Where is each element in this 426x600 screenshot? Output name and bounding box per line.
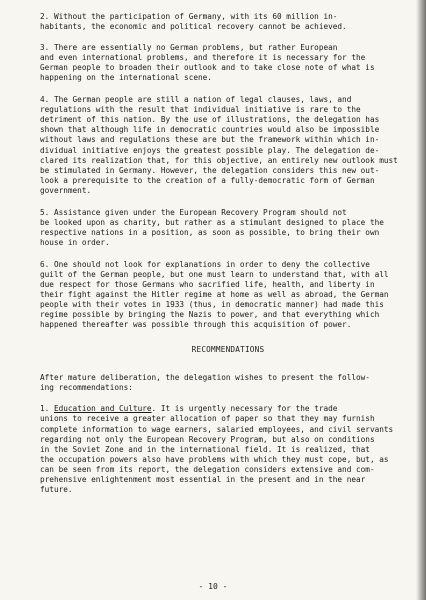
recommendation-item-1-title: Education and Culture bbox=[53, 404, 152, 414]
paragraph-3: 3. There are essentially no German problems, but rather European and even international problems, and therefore it is necessary for the German people to broaden their outlook and to take close note of what is happening on the international scene. bbox=[40, 43, 375, 83]
page-edge-shadow bbox=[416, 0, 426, 600]
recommendations-intro: After mature deliberation, the delegation wishes to present the follow- ing recommendations: bbox=[40, 373, 370, 393]
recommendation-item-1-number: 1. bbox=[40, 404, 54, 414]
paragraph-5: 5. Assistance given under the European Recovery Program should not be looked upon as charity, but rather as a stimulant designed to place the respective nations in a position, as soon as possible, to bring their own house in order. bbox=[40, 207, 384, 247]
recommendation-item-1-body: . It is urgently necessary for the trade unions to receive a greater allocation of paper so that they may furnish complete information to wage earners, salaried employees, and civil servants regarding not only the European Recovery Program, but also on conditions in the Soviet Zone and in the international field. It is realized, that the occupation powers also have problems with which they must cope, but, as can be seen from its report, the delegation considers extensive and com- prehensive enlightenment most essential in the present and in the near future. bbox=[40, 404, 394, 494]
paragraph-2: 2. Without the participation of Germany, with its 60 million in- habitants, the economic and political recovery cannot be achieved. bbox=[40, 12, 347, 32]
recommendations-heading: RECOMMENDATIONS bbox=[191, 345, 265, 355]
paragraph-6: 6. One should not look for explanations in order to deny the collective guilt of the German people, but one must learn to understand that, with all due respect for those Germans who sacrified life, health, and liberty in their fight against the Hitler regime at home as well as abroad, the German people with their votes in 1933 (thus, in democratic manner) had made this regime possible by bringing the Nazis to power, and that everything which happened thereafter was possible through this acquisition of power. bbox=[40, 259, 389, 330]
recommendation-item-1 bbox=[40, 404, 416, 494]
page-number: - 10 - bbox=[198, 582, 228, 591]
document-body bbox=[40, 12, 416, 506]
paragraph-4: 4. The German people are still a nation of legal clauses, laws, and regulations with the result that individual initiative is rare to the detriment of this nation. By the use of illustrations, the delegation has shown that although life in democratic countries would also be impossible without laws and regulations these are but the framework within which in- dividual initiative enjoys the greatest possible play. The delegation de- clared its realization that, for this objective, an entirely new outlook must be stimulated in Germany. However, the delegation considers this new out- look a prerequisite to the creation of a fully-democratic form of German government. bbox=[40, 95, 398, 195]
